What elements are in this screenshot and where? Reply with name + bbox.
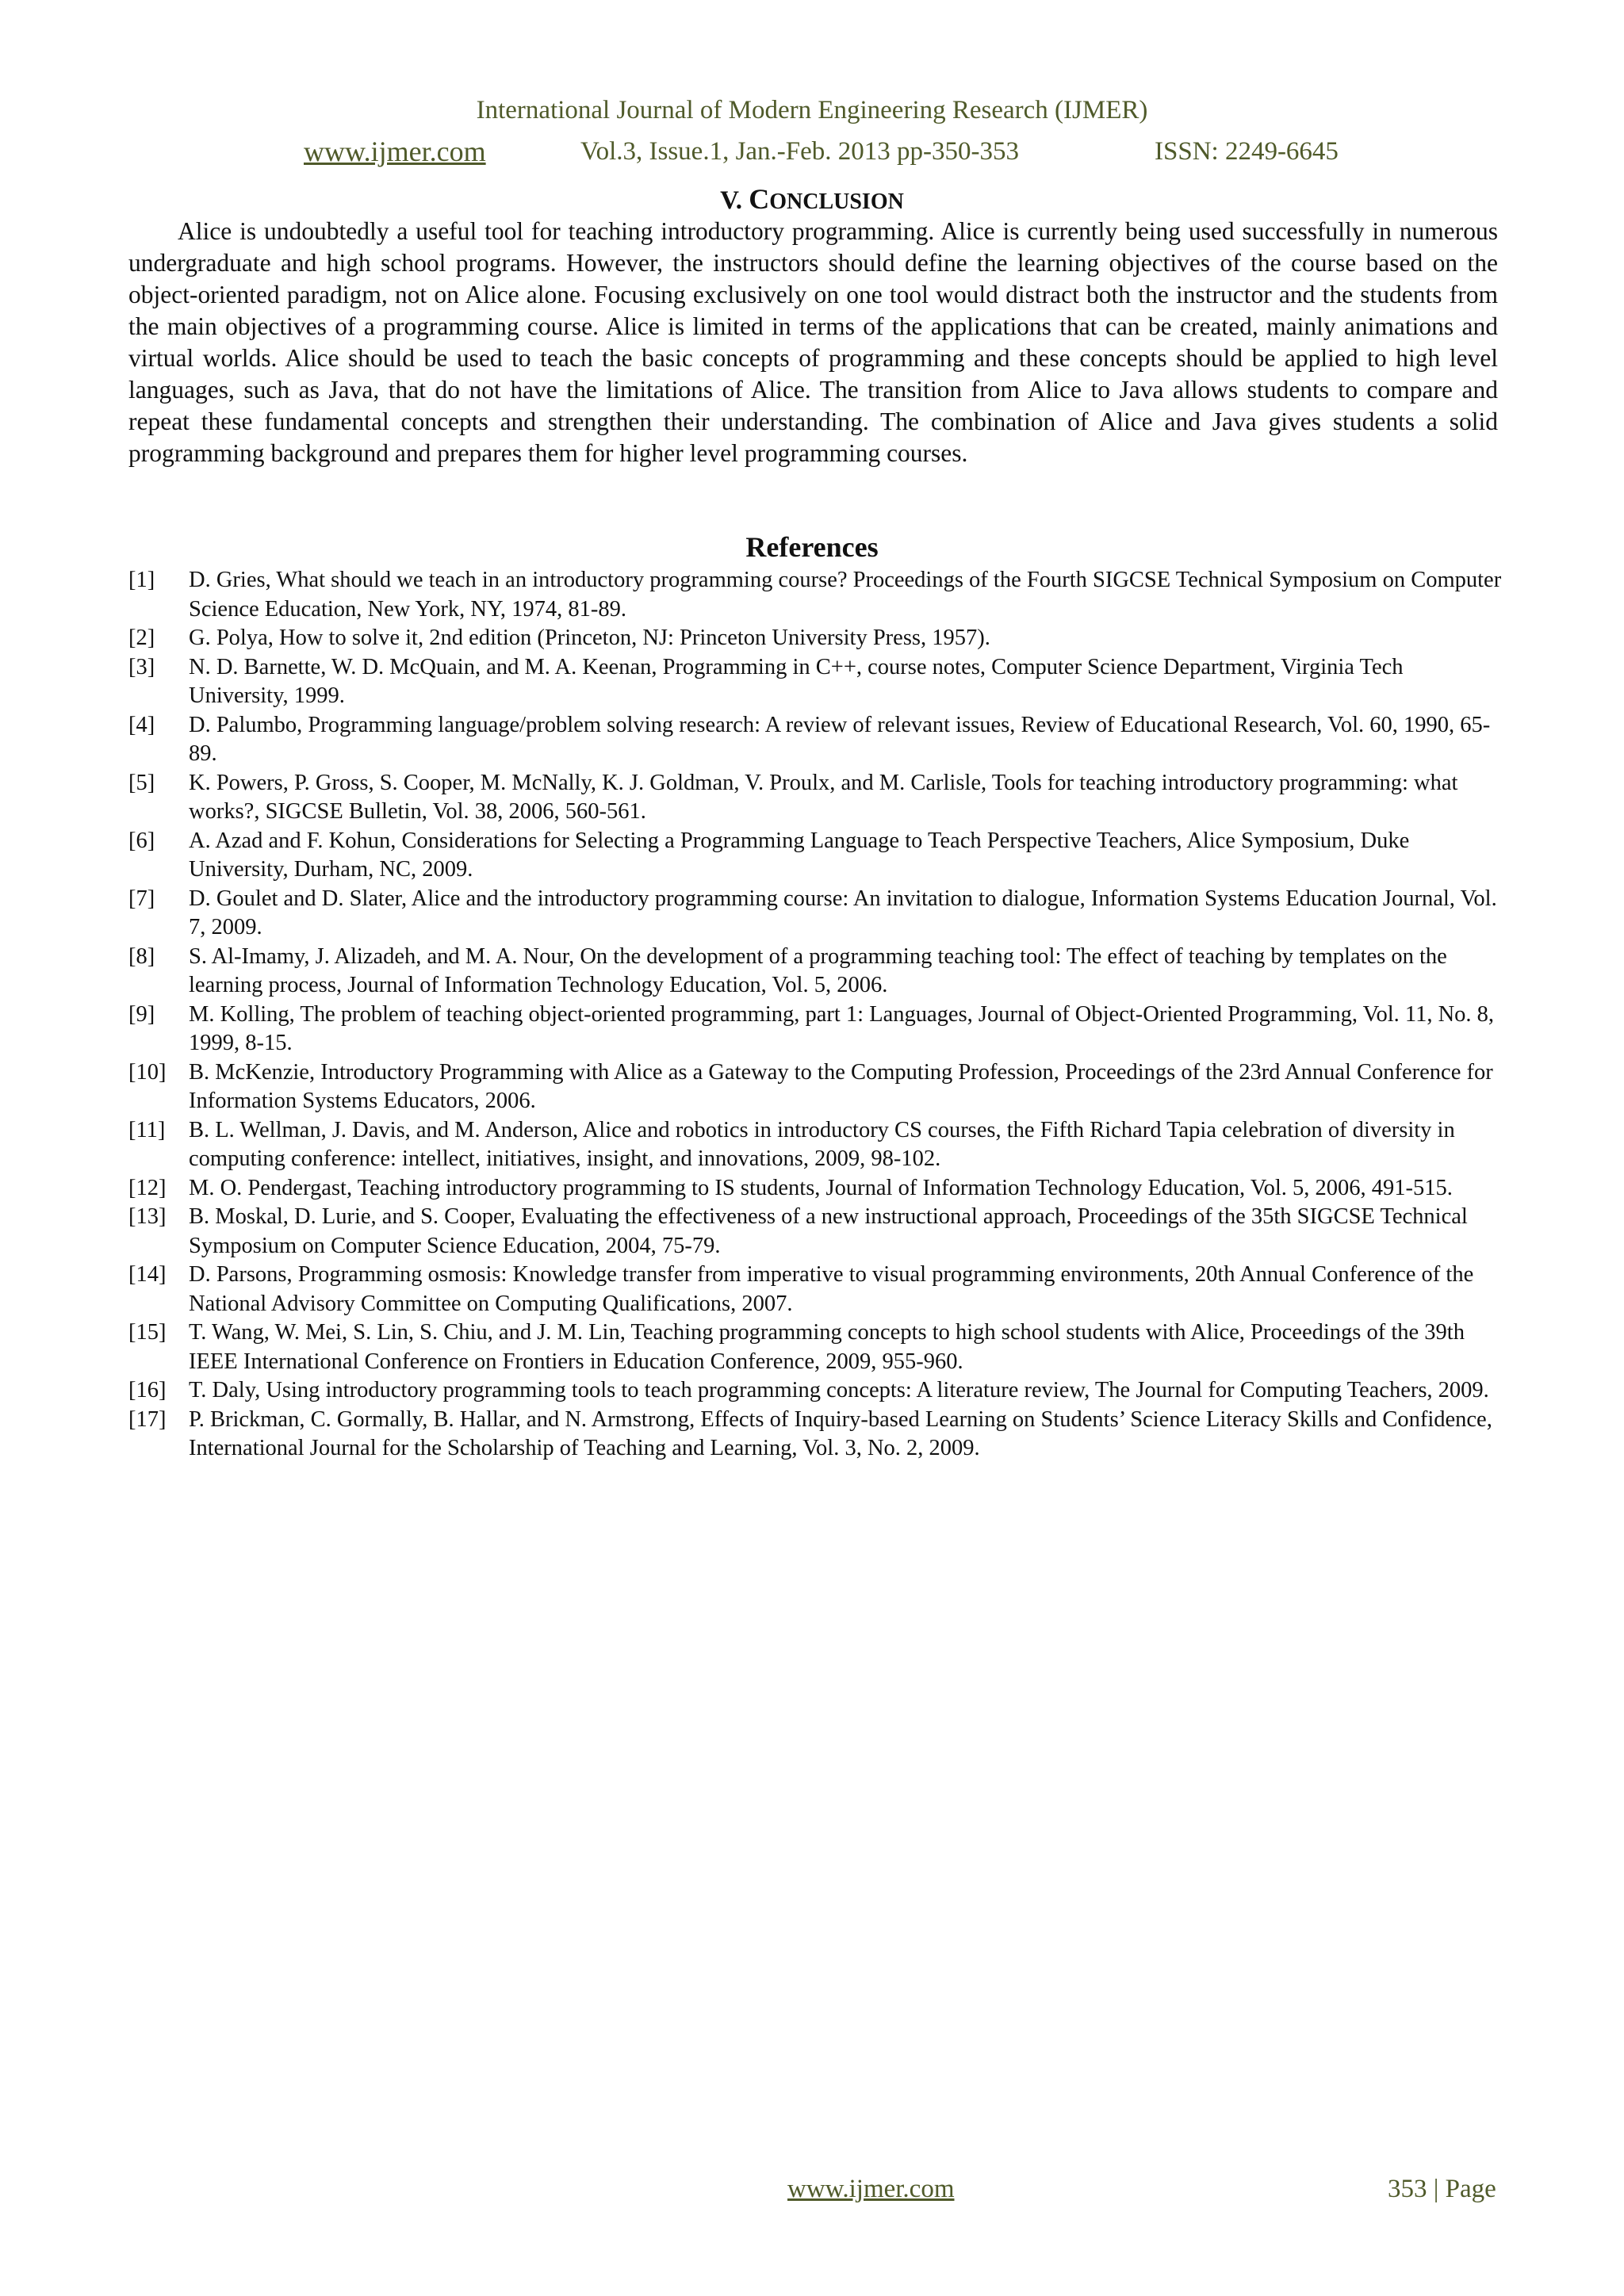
section-heading-rest: ONCLUSION (769, 189, 904, 214)
reference-number: [7] (128, 886, 155, 911)
reference-item (128, 624, 1504, 653)
reference-number: [8] (128, 943, 155, 969)
reference-item (128, 566, 1504, 624)
reference-number: [4] (128, 712, 155, 737)
reference-item (128, 885, 1504, 943)
reference-item (128, 653, 1504, 711)
reference-text: M. O. Pendergast, Teaching introductory programming to IS students, Journal of Information Technology Education, Vol. 5, 2006, 491-515. (189, 1175, 1453, 1200)
header-issn: ISSN: 2249-6645 (1155, 137, 1339, 166)
journal-title: International Journal of Modern Engineering Research (IJMER) (476, 96, 1148, 124)
reference-number: [5] (128, 770, 155, 795)
reference-number: [1] (128, 568, 155, 592)
reference-text: D. Gries, What should we teach in an introductory programming course? Proceedings of the Fourth SIGCSE Technical Symposium on Computer Science Education, New York, NY, 1974, 81-89. (189, 568, 1502, 622)
reference-text: T. Wang, W. Mei, S. Lin, S. Chiu, and J. M. Lin, Teaching programming concepts to high school students with Alice, Proceedings of the 39th IEEE International Conference on Frontiers in Education Conference, 2009, 955-960. (189, 1320, 1465, 1374)
reference-item (128, 1174, 1504, 1203)
reference-item (128, 769, 1504, 827)
reference-text: S. Al-Imamy, J. Alizadeh, and M. A. Nour, On the development of a programming teaching tool: The effect of teaching by templates on the learning process, Journal of Information Technology Education, Vol. 5, 2006. (189, 943, 1447, 997)
reference-text: N. D. Barnette, W. D. McQuain, and M. A. Keenan, Programming in C++, course notes, Computer Science Department, Virginia Tech University, 1999. (189, 654, 1404, 708)
reference-number: [11] (128, 1117, 166, 1142)
reference-number: [9] (128, 1001, 155, 1027)
reference-item (128, 711, 1504, 769)
reference-item (128, 1406, 1504, 1464)
reference-text: K. Powers, P. Gross, S. Cooper, M. McNally, K. J. Goldman, V. Proulx, and M. Carlisle, Tools for teaching introductory programming: what works?, SIGCSE Bulletin, Vol. 38, 2006, 560-561. (189, 770, 1458, 824)
reference-text: D. Goulet and D. Slater, Alice and the introductory programming course: An invitation to dialogue, Information Systems Education Journal, Vol. 7, 2009. (189, 886, 1497, 939)
reference-item (128, 943, 1504, 1001)
footer-website-link[interactable]: www.ijmer.com (787, 2175, 955, 2203)
reference-text: B. L. Wellman, J. Davis, and M. Anderson, Alice and robotics in introductory CS courses, the Fifth Richard Tapia celebration of diversity in computing conference: intellect, initiatives, insight, and innovations, 2009, 98-102. (189, 1117, 1455, 1171)
reference-number: [2] (128, 626, 155, 650)
reference-item (128, 827, 1504, 885)
running-header (0, 94, 1624, 127)
reference-number: [17] (128, 1406, 167, 1432)
section-heading (0, 182, 1624, 219)
reference-text: D. Parsons, Programming osmosis: Knowledge transfer from imperative to visual programming environments, 20th Annual Conference of the National Advisory Committee on Computing Qualifications, 2007. (189, 1262, 1474, 1316)
reference-number: [14] (128, 1262, 167, 1287)
reference-item (128, 1001, 1504, 1058)
reference-text: B. McKenzie, Introductory Programming with Alice as a Gateway to the Computing Profession, Proceedings of the 23rd Annual Conference for Information Systems Educators, 2006. (189, 1059, 1493, 1113)
reference-item (128, 1261, 1504, 1318)
reference-number: [15] (128, 1320, 167, 1345)
references-list (128, 566, 1504, 1464)
reference-item (128, 1116, 1504, 1174)
reference-number: [13] (128, 1204, 167, 1229)
reference-number: [16] (128, 1378, 167, 1402)
reference-item (128, 1058, 1504, 1116)
references-heading: References (745, 531, 879, 563)
reference-text: B. Moskal, D. Lurie, and S. Cooper, Evaluating the effectiveness of a new instructional approach, Proceedings of the 35th SIGCSE Technical Symposium on Computer Science Education, 2004, 75-79. (189, 1204, 1468, 1258)
reference-number: [12] (128, 1175, 167, 1200)
section-number: V. (720, 186, 742, 215)
reference-item (128, 1318, 1504, 1376)
header-volume-info: Vol.3, Issue.1, Jan.-Feb. 2013 pp-350-353 (580, 137, 1020, 166)
reference-text: A. Azad and F. Kohun, Considerations for Selecting a Programming Language to Teach Perspective Teachers, Alice Symposium, Duke University, Durham, NC, 2009. (189, 828, 1410, 882)
reference-number: [3] (128, 654, 155, 679)
reference-text: T. Daly, Using introductory programming tools to teach programming concepts: A literature review, The Journal for Computing Teachers, 2009. (189, 1378, 1489, 1402)
reference-item (128, 1203, 1504, 1261)
reference-text: D. Palumbo, Programming language/problem solving research: A review of relevant issues, Review of Educational Research, Vol. 60, 1990, 65-89. (189, 712, 1491, 766)
reference-text: G. Polya, How to solve it, 2nd edition (Princeton, NJ: Princeton University Press, 1957). (189, 626, 990, 650)
page-number: 353 | Page (1388, 2175, 1496, 2203)
reference-number: [6] (128, 828, 155, 853)
conclusion-paragraph: Alice is undoubtedly a useful tool for teaching introductory programming. Alice is currently being used successfully in numerous undergraduate and high school programs. However, the instructors should define the learning objectives of the course based on the object-oriented paradigm, not on Alice alone. Focusing exclusively on one tool would distract both the instructor and the students from the main objectives of a programming course. Alice is limited in terms of the applications that can be created, mainly animations and virtual worlds. Alice should be used to teach the basic concepts of programming and these concepts should be applied to high level languages, such as Java, that do not have the limitations of Alice. The transition from Alice to Java allows students to compare and repeat these fundamental concepts and strengthen their understanding. The combination of Alice and Java gives students a solid programming background and prepares them for higher level programming courses. (128, 217, 1498, 467)
reference-text: P. Brickman, C. Gormally, B. Hallar, and N. Armstrong, Effects of Inquiry-based Learning on Students’ Science Literacy Skills and Confidence, International Journal for the Scholarship of Teaching and Learning, Vol. 3, No. 2, 2009. (189, 1406, 1492, 1460)
reference-number: [10] (128, 1059, 167, 1085)
reference-item (128, 1376, 1504, 1406)
section-heading-initial: C (749, 183, 770, 215)
header-website-link[interactable]: www.ijmer.com (304, 136, 486, 167)
reference-text: M. Kolling, The problem of teaching object-oriented programming, part 1: Languages, Journal of Object-Oriented Programming, Vol. 11, No. 8, 1999, 8-15. (189, 1001, 1495, 1055)
